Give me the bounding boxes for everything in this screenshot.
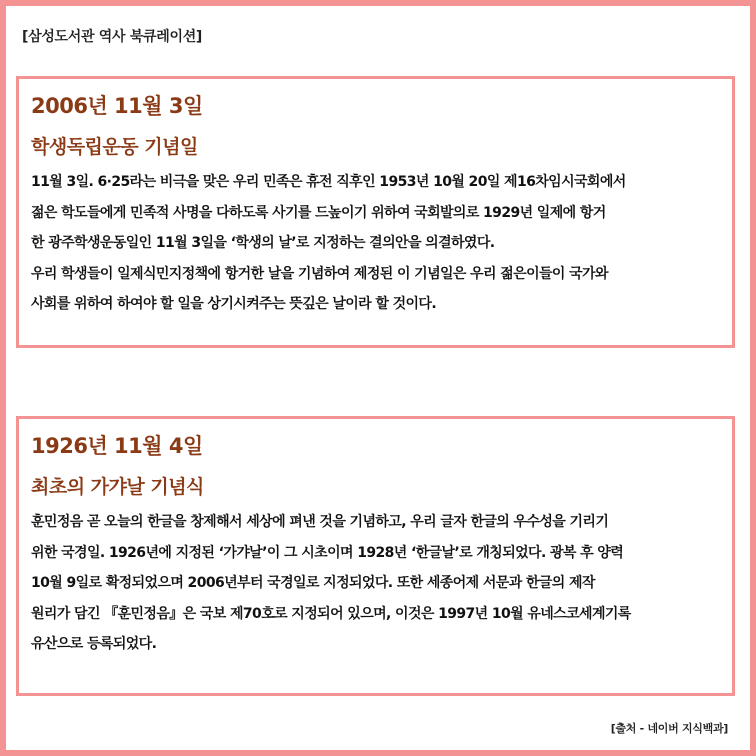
article-card-student-day bbox=[16, 76, 735, 348]
article-line: 젊은 학도들에게 민족적 사명을 다하도록 사기를 드높이기 위하여 국회발의로 1929년 일제에 항거 bbox=[31, 204, 606, 221]
page-background bbox=[6, 6, 750, 750]
article-date: 2006년 11월 3일 bbox=[31, 94, 203, 118]
article-card-gagya-day bbox=[16, 416, 735, 696]
source-credit: [출처 - 네이버 지식백과] bbox=[610, 722, 728, 735]
article-date: 1926년 11월 4일 bbox=[31, 434, 203, 458]
article-title: 최초의 가갸날 기념식 bbox=[31, 476, 204, 498]
article-body bbox=[31, 167, 720, 320]
article-title: 학생독립운동 기념일 bbox=[31, 136, 198, 158]
page-title: [삼성도서관 역사 북큐레이션] bbox=[22, 29, 203, 45]
article-line: 한 광주학생운동일인 11월 3일을 ‘학생의 날’로 지정하는 결의안을 의결하였다. bbox=[31, 235, 495, 251]
article-line: 11월 3일. 6·25라는 비극을 맞은 우리 민족은 휴전 직후인 1953년 10월 20일 제16차임시국회에서 bbox=[31, 174, 626, 190]
article-line: 훈민정음 곧 오늘의 한글을 창제해서 세상에 펴낸 것을 기념하고, 우리 글자 한글의 우수성을 기리기 bbox=[31, 514, 609, 530]
article-line: 사회를 위하여 하여야 할 일을 상기시켜주는 뜻깊은 날이라 할 것이다. bbox=[31, 296, 437, 312]
article-body bbox=[31, 507, 720, 660]
article-line: 10월 9일로 확정되었으며 2006년부터 국경일로 지정되었다. 또한 세종어제 서문과 한글의 제작 bbox=[31, 575, 595, 591]
article-line: 유산으로 등록되었다. bbox=[31, 636, 157, 652]
article-line: 우리 학생들이 일제식민지정책에 항거한 날을 기념하여 제정된 이 기념일은 우리 젊은이들이 국가와 bbox=[31, 265, 608, 282]
article-line: 위한 국경일. 1926년에 지정된 ‘가갸날’이 그 시초이며 1928년 ‘한글날’로 개칭되었다. 광복 후 양력 bbox=[31, 544, 624, 561]
article-line: 원리가 담긴 『훈민정음』은 국보 제70호로 지정되어 있으며, 이것은 1997년 10월 유네스코세계기록 bbox=[31, 605, 631, 622]
